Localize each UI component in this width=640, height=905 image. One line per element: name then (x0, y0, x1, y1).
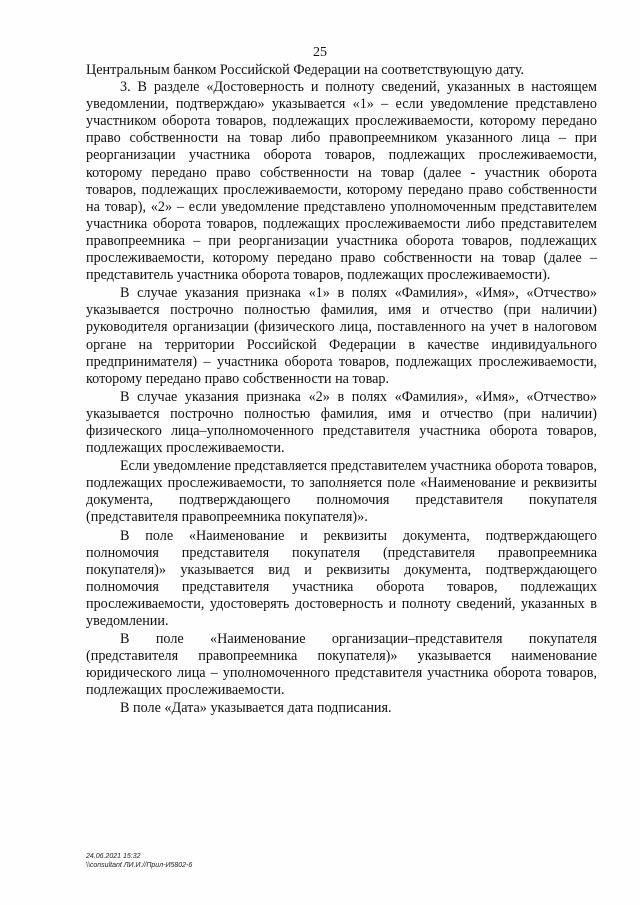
paragraph-representative: Если уведомление представляется представителем участника оборота товаров, подлежащих прослеживаемости, то заполняется поле «Наименование и реквизиты документа, подтверждающего полномочия представителя покупателя (представителя правопреемника покупателя)». (86, 458, 597, 526)
footer-file-reference: \\consultant ЛИ.И.//Прил-И5802-6 (86, 862, 193, 869)
paragraph-organization-field: В поле «Наименование организации–представителя покупателя (представителя правопреемника покупателя)» указывается наименование юридического лица – уполномоченного представителя участника оборота товаров, подлежащих прослеживаемости. (86, 631, 597, 699)
paragraph-date-field: В поле «Дата» указывается дата подписания. (120, 700, 392, 717)
page-number: 25 (313, 45, 327, 60)
paragraph-sign-1: В случае указания признака «1» в полях «Фамилия», «Имя», «Отчество» указывается построчно полностью фамилия, имя и отчество (при наличии) руководителя организации (физического лица, поставленного на учет в налоговом органе на территории Российской Федерации в качестве индивидуального предпринимателя) – участника оборота товаров, подлежащих прослеживаемости, которому передано право собственности на товар. (86, 285, 597, 387)
paragraph-sign-2: В случае указания признака «2» в полях «Фамилия», «Имя», «Отчество» указывается построчно полностью фамилия, имя и отчество (при наличии) физического лица–уполномоченного представителя участника оборота товаров, подлежащих прослеживаемости. (86, 388, 597, 457)
document-body (86, 62, 597, 718)
paragraph-document-field: В поле «Наименование и реквизиты документа, подтверждающего полномочия представителя покупателя (представителя правопреемника покупателя)» указывается вид и реквизиты документа, подтверждающего полномочия представителя участника оборота товаров, подлежащих прослеживаемости, удостоверять достоверность и полноту сведений, указанных в уведомлении. (86, 527, 597, 629)
paragraph-item-3: 3. В разделе «Достоверность и полноту сведений, указанных в настоящем уведомлении, подтверждаю» указывается «1» – если уведомление представлено участником оборота товаров, подлежащих прослеживаемости, которому передано право собственности на товар либо правопреемником указанного лица – при реорганизации участника оборота товаров, подлежащих прослеживаемости, которому передано право собственности на товар (далее - участник оборота товаров, подлежащих прослеживаемости, которому передано право собственности на товар), «2» – если уведомление представлено уполномоченным представителем участника оборота товаров, подлежащих прослеживаемости либо представителем правопреемника – при реорганизации участника оборота товаров, подлежащих прослеживаемости, которому передано право собственности на товар (далее – представитель участника оборота товаров, подлежащих прослеживаемости). (86, 79, 597, 284)
footer-timestamp: 24.06.2021 15:32 (86, 853, 141, 860)
paragraph-continuation: Центральным банком Российской Федерации на соответствующую дату. (86, 62, 525, 78)
document-footer (86, 852, 192, 870)
